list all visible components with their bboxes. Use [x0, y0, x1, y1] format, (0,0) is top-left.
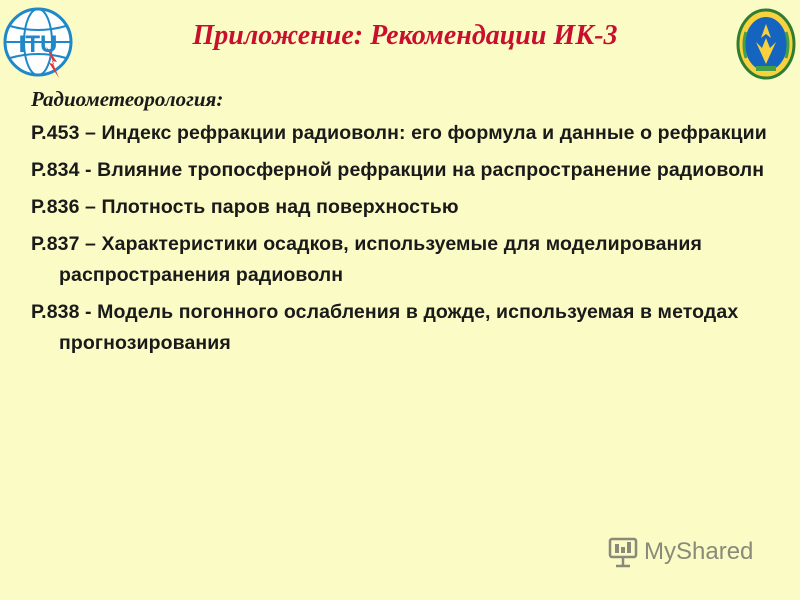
recommendation-item: Р.453 – Индекс рефракции радиоволн: его формула и данные о рефракции: [31, 122, 767, 144]
recommendation-item: Р.838 - Модель погонного ослабления в дожде, используемая в методах прогнозирования: [31, 301, 739, 354]
section-heading: Радиометеорология:: [31, 87, 224, 111]
itu-logo-text: ITU: [18, 31, 58, 58]
recommendation-item: Р.834 - Влияние тропосферной рефракции на распространение радиоволн: [31, 159, 765, 181]
presentation-icon: [606, 535, 640, 569]
slide-title: Приложение: Рекомендации ИК-3: [192, 20, 618, 51]
recommendation-item: Р.837 – Характеристики осадков, используемые для моделирования распространения радиоволн: [31, 233, 702, 286]
watermark-text: MyShared: [644, 538, 754, 565]
ministry-emblem-icon: [736, 8, 796, 80]
slide-content: [31, 84, 781, 365]
itu-logo: [2, 6, 74, 78]
watermark: [606, 535, 753, 569]
recommendation-item: Р.836 – Плотность паров над поверхностью: [31, 196, 459, 218]
